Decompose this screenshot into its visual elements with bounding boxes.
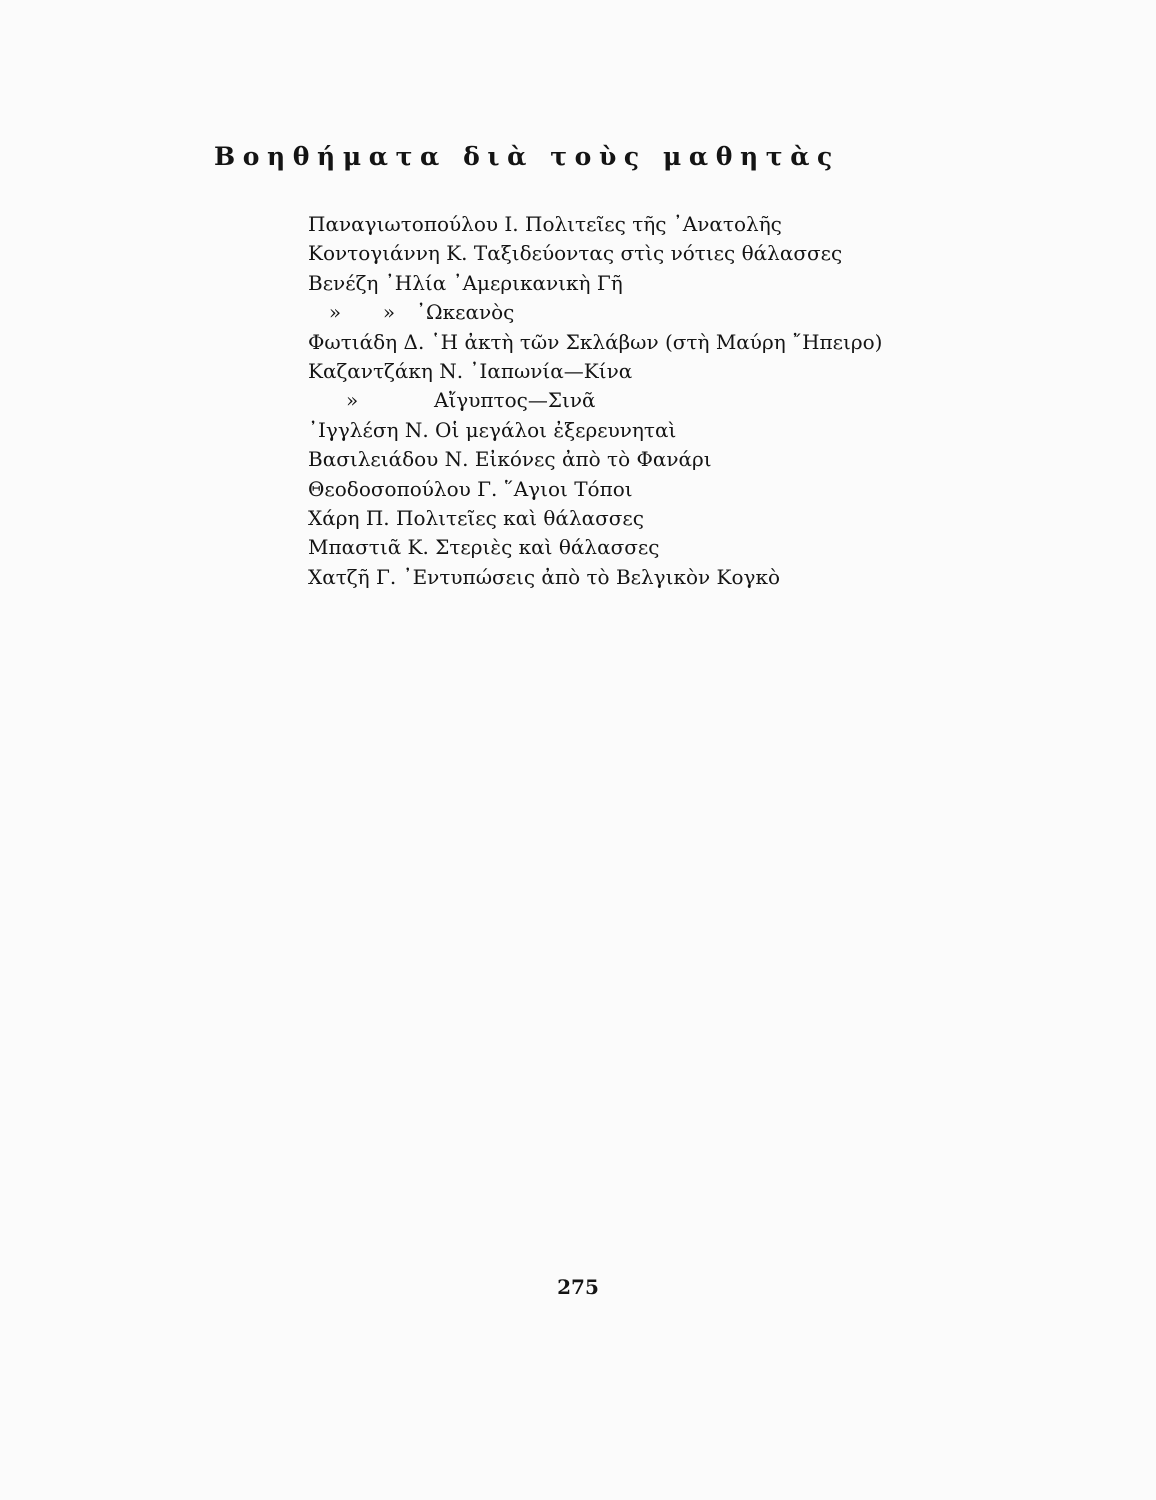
book-entry — [308, 533, 882, 562]
book-entry-text: ᾿Ιγγλέση Ν. Οἱ μεγάλοι ἐξερευνηταὶ — [308, 417, 677, 442]
book-entry — [308, 386, 882, 415]
book-entry-text: Καζαντζάκη Ν. ᾿Ιαπωνία—Κίνα — [308, 358, 633, 383]
book-entry-text: Φωτιάδη Δ. ῾Η ἀκτὴ τῶν Σκλάβων (στὴ Μαύρη ῎Ηπειρο) — [308, 329, 883, 354]
book-entry — [308, 416, 882, 445]
book-entry — [308, 328, 882, 357]
book-list — [308, 210, 882, 592]
book-entry-text: Παναγιωτοπούλου Ι. Πολιτεῖες τῆς ᾿Ανατολῆς — [308, 212, 782, 236]
book-entry-text: Μπαστιᾶ Κ. Στεριὲς καὶ θάλασσες — [308, 535, 660, 560]
section-heading: Βοηθήματα διὰ τοὺς μαθητὰς — [214, 142, 840, 171]
book-entry — [308, 445, 882, 474]
book-entry-text: Βενέζη ᾿Ηλία ᾿Αμερικανικὴ Γῆ — [308, 270, 623, 295]
book-entry-text: Χάρη Π. Πολιτεῖες καὶ θάλασσες — [308, 505, 644, 530]
book-entry-text: Αἴγυπτος—Σινᾶ — [434, 388, 596, 413]
book-entry-text: Βασιλειάδου Ν. Εἰκόνες ἀπὸ τὸ Φανάρι — [308, 447, 712, 472]
book-entry-text: Κοντογιάννη Κ. Ταξιδεύοντας στὶς νότιες θάλασσες — [308, 241, 843, 266]
book-entry — [308, 269, 882, 298]
ditto-mark: » — [382, 300, 396, 325]
book-entry — [308, 563, 882, 592]
book-entry — [308, 210, 882, 239]
ditto-mark: » — [328, 300, 342, 325]
book-entry — [308, 504, 882, 533]
book-entry — [308, 475, 882, 504]
book-entry — [308, 298, 882, 327]
book-entry — [308, 357, 882, 386]
book-entry-text: Θεοδοσοπούλου Γ. ῞Αγιοι Τόποι — [308, 476, 633, 501]
book-entry-text: ᾿Ωκεανὸς — [416, 300, 515, 325]
book-entry — [308, 239, 882, 268]
ditto-mark: » — [346, 388, 359, 413]
page-number: 275 — [557, 1275, 599, 1299]
book-entry-text: Χατζῆ Γ. ᾿Εντυπώσεις ἀπὸ τὸ Βελγικὸν Κογκὸ — [308, 564, 781, 589]
